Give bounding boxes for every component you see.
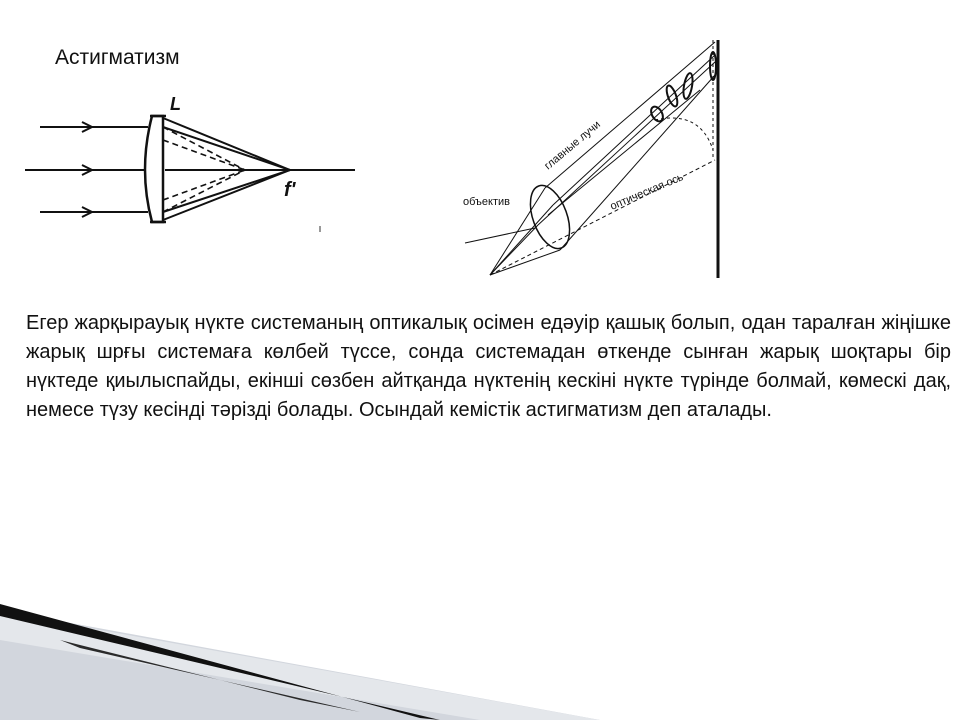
lens xyxy=(145,116,166,222)
objective-label: объектив xyxy=(463,196,511,208)
decorative-wedge xyxy=(0,595,600,720)
objective-lens xyxy=(523,180,578,254)
body-paragraph: Егер жарқырауық нүкте системаның оптикалық осімен едәуір қашық болып, одан таралған жіңішке жарық шрғы системаға көлбей түссе, сонда системадан өткенде сынған жарық шоқтары бір нүктеде қиылыспайды, екінші сөзбен айтқанда нүктенің кескіні нүкте түрінде болмай, көмескі дақ, немесе түзу кесінді тәрізді болады. Осындай кемістік астигматизм деп аталады. xyxy=(26,312,951,421)
chief-rays-label: главные лучи xyxy=(542,118,603,173)
lens-diagram xyxy=(20,85,365,235)
focal-ellipse-2 xyxy=(664,84,679,107)
astigmatism-diagram xyxy=(455,35,730,280)
focal-ellipse-3 xyxy=(682,73,694,100)
focus-label: f' xyxy=(284,179,296,201)
converging-ray-top xyxy=(163,118,290,170)
lens-label: L xyxy=(170,94,181,114)
converging-ray-bottom xyxy=(163,170,290,220)
slide-title: Астигматизм xyxy=(55,46,180,69)
optical-axis-label: оптическая ось xyxy=(608,171,686,213)
